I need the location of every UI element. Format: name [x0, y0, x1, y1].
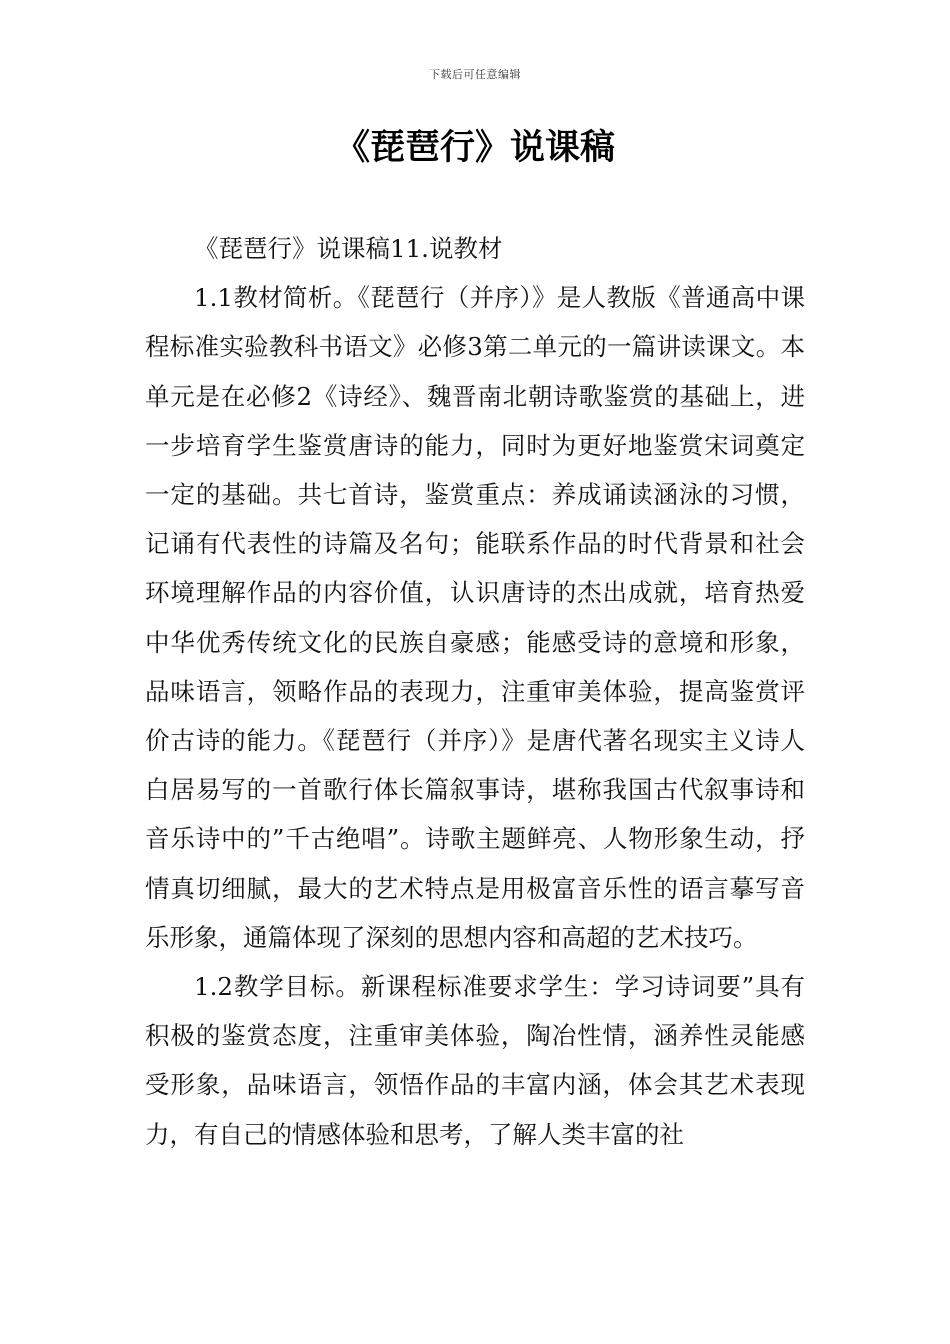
document-title: 《琵琶行》说课稿	[334, 128, 615, 168]
paragraph-textbook-analysis: 1.1教材简析。《琵琶行（并序）》是人教版《普通高中课程标准实验教科书语文》必修3第二单元的一篇讲读课文。本单元是在必修2《诗经》、魏晋南北朝诗歌鉴赏的基础上，进一步培育学生鉴赏唐诗的能力，同时为更好地鉴赏宋词奠定一定的基础。共七首诗，鉴赏重点：养成诵读涵泳的习惯，记诵有代表性的诗篇及名句；能联系作品的时代背景和社会环境理解作品的内容价值，认识唐诗的杰出成就，培育热爱中华优秀传统文化的民族自豪感；能感受诗的意境和形象，品味语言，领略作品的表现力，注重审美体验，提高鉴赏评价古诗的能力。《琵琶行（并序）》是唐代著名现实主义诗人白居易写的一首歌行体长篇叙事诗，堪称我国古代叙事诗和音乐诗中的”千古绝唱”。诗歌主题鲜亮、人物形象生动，抒情真切细腻，最大的艺术特点是用极富音乐性的语言摹写音乐形象，通篇体现了深刻的思想内容和高超的艺术技巧。	[145, 283, 805, 952]
document-body	[145, 224, 805, 1159]
paragraph-teaching-goals: 1.2教学目标。新课程标准要求学生：学习诗词要”具有积极的鉴赏态度，注重审美体验，陶冶性情，涵养性灵能感受形象，品味语言，领悟作品的丰富内涵，体会其艺术表现力，有自己的情感体验和思考，了解人类丰富的社	[145, 972, 805, 1149]
paragraph-section-heading: 《琵琶行》说课稿11.说教材	[194, 234, 503, 263]
header-note: 下载后可任意编辑	[429, 68, 521, 81]
